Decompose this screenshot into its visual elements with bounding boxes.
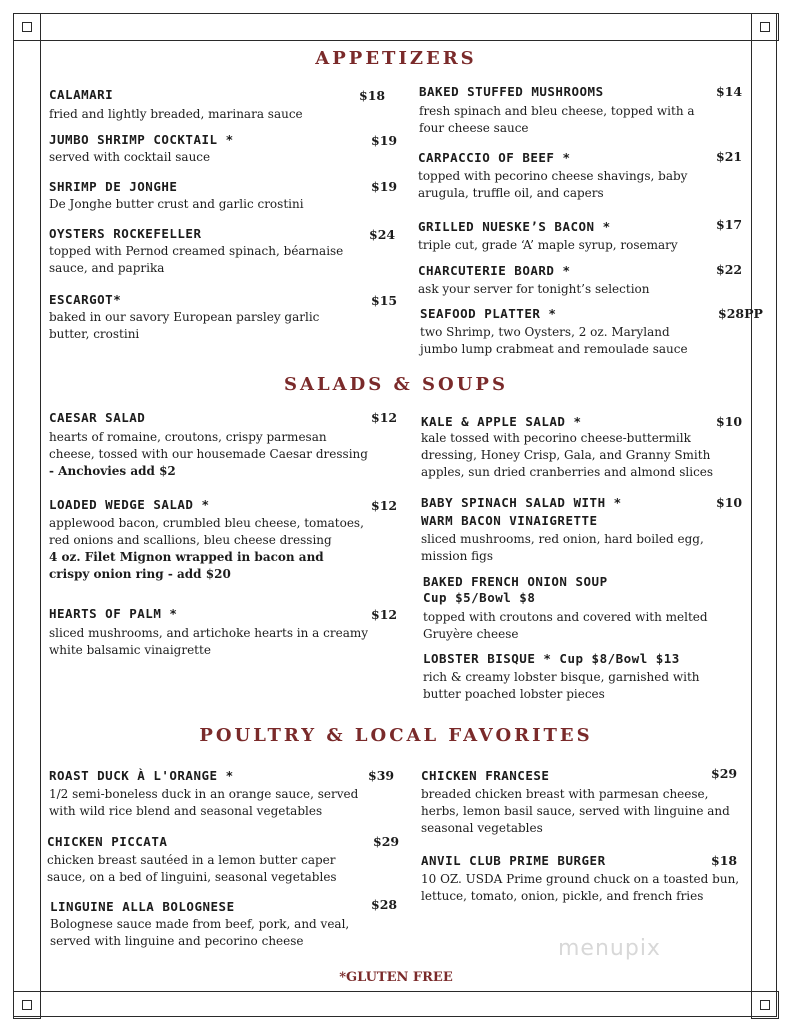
menu-item bbox=[420, 306, 700, 358]
menu-item bbox=[418, 150, 708, 202]
item-desc: two Shrimp, two Oysters, 2 oz. Maryland jumbo lump crabmeat and remoulade sauce bbox=[420, 325, 688, 356]
item-price: $17 bbox=[716, 217, 743, 232]
item-desc: topped with pecorino cheese shavings, baby arugula, truffle oil, and capers bbox=[418, 169, 688, 200]
menu-item bbox=[49, 410, 369, 480]
item-name: ANVIL CLUB PRIME BURGER bbox=[421, 853, 606, 868]
item-desc: Bolognese sauce made from beef, pork, and veal, served with linguine and pecorino cheese bbox=[50, 917, 350, 948]
item-price: $15 bbox=[371, 293, 398, 308]
menu-item bbox=[421, 414, 721, 481]
menu-item bbox=[421, 495, 711, 565]
item-desc: fried and lightly breaded, marinara sauce bbox=[49, 107, 303, 121]
item-price: $39 bbox=[368, 768, 395, 783]
watermark: menupix bbox=[558, 936, 661, 961]
item-price: $14 bbox=[716, 84, 743, 99]
item-desc: served with cocktail sauce bbox=[49, 150, 211, 164]
item-desc: topped with Pernod creamed spinach, béarnaise sauce, and paprika bbox=[49, 244, 344, 275]
item-price: $19 bbox=[371, 179, 398, 194]
item-desc: breaded chicken breast with parmesan cheese, herbs, lemon basil sauce, served with linguine and seasonal vegetables bbox=[421, 787, 730, 835]
item-price: $29 bbox=[711, 766, 738, 781]
menu-item bbox=[421, 768, 736, 837]
item-price-cup-bowl: Cup $5/Bowl $8 bbox=[423, 590, 536, 605]
item-name: CHARCUTERIE BOARD * bbox=[418, 263, 571, 278]
item-desc: ask your server for tonight’s selection bbox=[418, 282, 650, 296]
menu-item bbox=[50, 899, 360, 950]
item-price: $24 bbox=[369, 227, 396, 242]
menu-item bbox=[49, 497, 369, 583]
menu-item bbox=[49, 292, 329, 343]
item-price: $18 bbox=[711, 853, 738, 868]
corner-ornament-top-left bbox=[13, 13, 39, 39]
item-price: $18 bbox=[359, 88, 386, 103]
item-price: $10 bbox=[716, 414, 743, 429]
section-title-appetizers: APPETIZERS bbox=[315, 48, 477, 69]
item-name: BAKED FRENCH ONION SOUP bbox=[423, 574, 608, 589]
item-name: SEAFOOD PLATTER * bbox=[420, 306, 557, 321]
item-desc: chicken breast sautéed in a lemon butter caper sauce, on a bed of linguini, seasonal vegetables bbox=[47, 853, 337, 884]
item-name: HEARTS OF PALM * bbox=[49, 606, 178, 621]
item-desc: sliced mushrooms, and artichoke hearts in a creamy white balsamic vinaigrette bbox=[49, 626, 369, 657]
item-name: LOADED WEDGE SALAD * bbox=[49, 497, 210, 512]
item-name: BAKED STUFFED MUSHROOMS bbox=[419, 84, 604, 99]
corner-ornament-bottom-right bbox=[751, 991, 777, 1017]
menu-item bbox=[418, 219, 718, 254]
item-name: KALE & APPLE SALAD * bbox=[421, 414, 582, 429]
item-desc: fresh spinach and bleu cheese, topped with a four cheese sauce bbox=[419, 104, 695, 135]
menu-item bbox=[49, 179, 359, 213]
item-name: SHRIMP DE JONGHE bbox=[49, 179, 178, 194]
item-price: $19 bbox=[371, 133, 398, 148]
item-name: GRILLED NUESKE’S BACON * bbox=[418, 219, 611, 234]
menu-item bbox=[49, 768, 359, 820]
item-name: CALAMARI bbox=[49, 87, 114, 102]
item-note: 4 oz. Filet Mignon wrapped in bacon and crispy onion ring - add $20 bbox=[49, 550, 324, 581]
item-name: LOBSTER BISQUE * Cup $8/Bowl $13 bbox=[423, 651, 680, 666]
item-price: $28PP bbox=[718, 306, 763, 321]
item-name: ESCARGOT* bbox=[49, 292, 122, 307]
menu-item bbox=[49, 606, 371, 659]
item-price: $10 bbox=[716, 495, 743, 510]
item-desc: 10 OZ. USDA Prime ground chuck on a toasted bun, lettuce, tomato, onion, pickle, and french fries bbox=[421, 872, 740, 903]
menu-item bbox=[49, 132, 359, 166]
item-desc: rich & creamy lobster bisque, garnished with butter poached lobster pieces bbox=[423, 670, 700, 701]
item-desc: baked in our savory European parsley garlic butter, crostini bbox=[49, 310, 320, 341]
item-name: BABY SPINACH SALAD WITH * bbox=[421, 495, 622, 510]
item-desc: kale tossed with pecorino cheese-buttermilk dressing, Honey Crisp, Gala, and Granny Smith apples, sun dried cranberries and almond slices bbox=[421, 431, 714, 479]
menu-item bbox=[423, 574, 723, 643]
item-desc: triple cut, grade ‘A’ maple syrup, rosemary bbox=[418, 238, 678, 252]
menu-item bbox=[47, 834, 357, 886]
gluten-free-note: *GLUTEN FREE bbox=[339, 970, 453, 985]
item-name: CARPACCIO OF BEEF * bbox=[418, 150, 571, 165]
item-name: LINGUINE ALLA BOLOGNESE bbox=[50, 899, 235, 914]
item-name: ROAST DUCK À L'ORANGE * bbox=[49, 768, 234, 783]
corner-ornament-bottom-left bbox=[13, 991, 39, 1017]
corner-ornament-top-right bbox=[751, 13, 777, 39]
item-desc: hearts of romaine, croutons, crispy parmesan cheese, tossed with our housemade Caesar dressing bbox=[49, 430, 368, 461]
item-price: $12 bbox=[371, 607, 398, 622]
item-name: CHICKEN PICCATA bbox=[47, 834, 168, 849]
item-name: JUMBO SHRIMP COCKTAIL * bbox=[49, 132, 234, 147]
item-note: - Anchovies add $2 bbox=[49, 464, 176, 478]
menu-item bbox=[421, 853, 741, 905]
section-title-salads-soups: SALADS & SOUPS bbox=[284, 374, 508, 395]
menu-item bbox=[419, 84, 709, 137]
item-price: $12 bbox=[371, 498, 398, 513]
item-price: $22 bbox=[716, 262, 743, 277]
item-name: CAESAR SALAD bbox=[49, 410, 146, 425]
item-price: $12 bbox=[371, 410, 398, 425]
section-title-poultry: POULTRY & LOCAL FAVORITES bbox=[199, 725, 593, 746]
item-price: $29 bbox=[373, 834, 400, 849]
menu-item bbox=[418, 263, 718, 298]
item-price: $28 bbox=[371, 897, 398, 912]
menu-item bbox=[49, 226, 359, 277]
item-name: OYSTERS ROCKEFELLER bbox=[49, 226, 202, 241]
menu-item bbox=[49, 87, 359, 123]
item-name-line2: WARM BACON VINAIGRETTE bbox=[421, 513, 598, 528]
menu-item bbox=[423, 651, 723, 703]
item-price: $21 bbox=[716, 149, 743, 164]
item-desc: topped with croutons and covered with melted Gruyère cheese bbox=[423, 610, 708, 641]
item-name: CHICKEN FRANCESE bbox=[421, 768, 550, 783]
item-desc: 1/2 semi-boneless duck in an orange sauce, served with wild rice blend and seasonal vegetables bbox=[49, 787, 359, 818]
item-desc: applewood bacon, crumbled bleu cheese, tomatoes, red onions and scallions, bleu cheese dressing bbox=[49, 516, 364, 547]
item-desc: sliced mushrooms, red onion, hard boiled egg, mission figs bbox=[421, 532, 704, 563]
item-desc: De Jonghe butter crust and garlic crostini bbox=[49, 197, 304, 211]
